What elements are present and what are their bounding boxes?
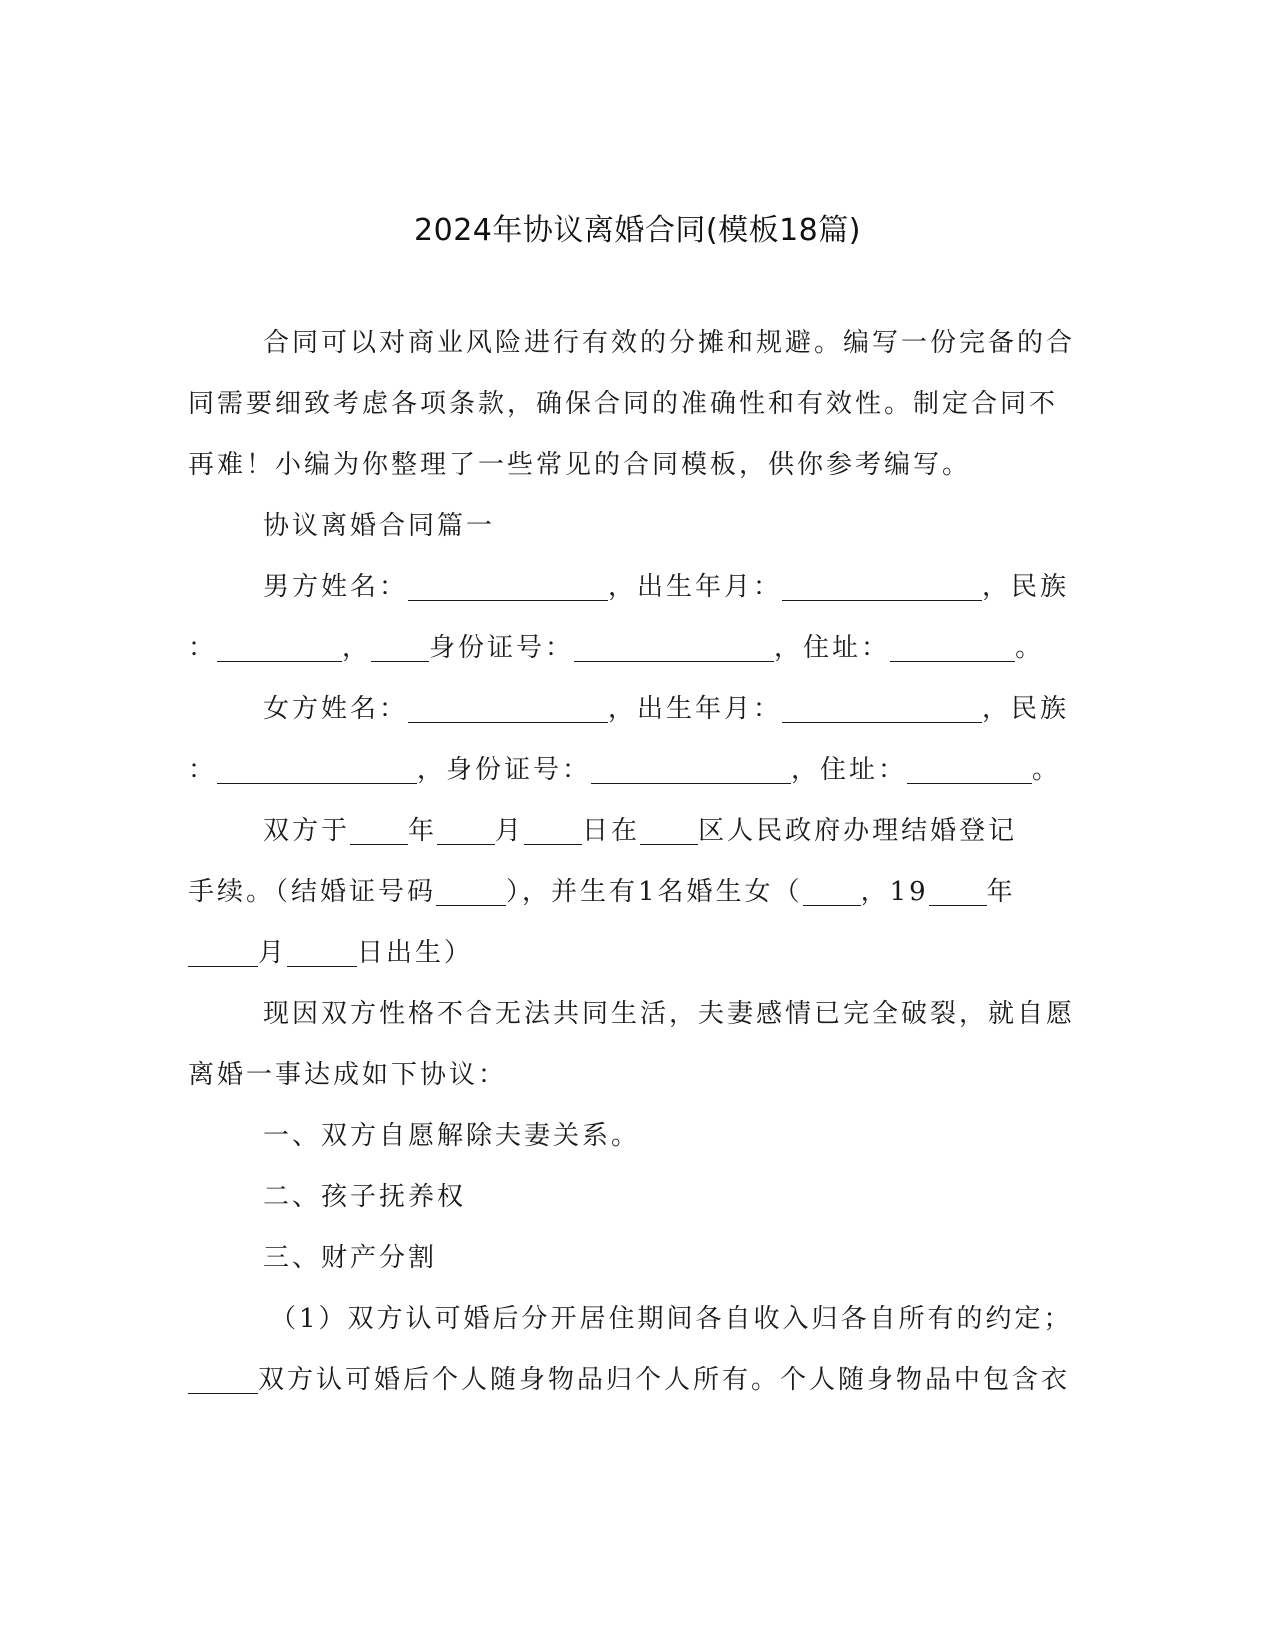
- marriage-cert-label: 手续。（结婚证号码: [188, 877, 437, 907]
- marriage-cert-blank: [436, 881, 506, 906]
- marriage-day-blank: [524, 820, 582, 845]
- marriage-line-1: [188, 818, 1068, 879]
- clause-3-item-2: [188, 1365, 1071, 1428]
- child-month-blank: [188, 942, 258, 967]
- clause-2: 二、孩子抚养权: [263, 1182, 467, 1212]
- intro-paragraph-line-1: 合同可以对商业风险进行有效的分摊和规避。编写一份完备的合: [263, 328, 1076, 358]
- female-id-label: ，身份证号：: [417, 755, 592, 785]
- female-ethnic-blank: [217, 759, 417, 784]
- male-address-blank: [890, 637, 1015, 662]
- female-name-label: 女方姓名：: [263, 694, 409, 724]
- marriage-day-label: 日在: [582, 816, 641, 846]
- female-colon: ：: [188, 755, 218, 785]
- reason-line-2: 离婚一事达成如下协议：: [188, 1060, 508, 1090]
- document-body: [188, 328, 1076, 1428]
- female-id-blank: [591, 759, 791, 784]
- female-address-label: ，住址：: [791, 755, 908, 785]
- female-info-line-2: [188, 757, 1068, 818]
- female-address-blank: [907, 759, 1032, 784]
- item-2-text: 双方认可婚后个人随身物品归个人所有。个人随身物品中包含衣: [258, 1365, 1071, 1395]
- marriage-district-label: 区人民政府办理结婚登记: [698, 816, 1018, 846]
- marriage-line-2: [188, 879, 1068, 940]
- reason-line-1: 现因双方性格不合无法共同生活，夫妻感情已完全破裂，就自愿: [263, 999, 1076, 1029]
- male-ethnic-label: ，民族: [982, 572, 1070, 602]
- male-address-label: ，住址：: [774, 633, 891, 663]
- child-month-label: 月: [258, 938, 288, 968]
- male-extra-blank: [371, 637, 429, 662]
- male-info-line-2: [188, 635, 1068, 696]
- clause-1: 一、双方自愿解除夫妻关系。: [263, 1121, 641, 1151]
- marriage-district-blank: [640, 820, 698, 845]
- male-id-blank: [574, 637, 774, 662]
- male-birth-label: ，出生年月：: [608, 572, 783, 602]
- female-info-line-1: [188, 696, 1068, 757]
- male-ethnic-blank: [217, 637, 342, 662]
- child-year-label: 年: [986, 877, 1016, 907]
- marriage-month-blank: [437, 820, 495, 845]
- marriage-prefix: 双方于: [263, 816, 351, 846]
- male-birth-blank: [782, 576, 982, 601]
- intro-paragraph-line-2: 同需要细致考虑各项条款，确保合同的准确性和有效性。制定合同不: [188, 389, 1059, 419]
- male-id-label: 身份证号：: [429, 633, 575, 663]
- male-info-line-1: [188, 574, 1068, 635]
- marriage-year-blank: [350, 820, 408, 845]
- clause-3-item-1: （1）双方认可婚后分开居住期间各自收入归各自所有的约定；: [270, 1304, 1073, 1334]
- male-colon: ：: [188, 633, 218, 663]
- female-name-blank: [408, 698, 608, 723]
- child-day-blank: [287, 942, 357, 967]
- child-year-blank: [929, 881, 987, 906]
- male-name-label: 男方姓名：: [263, 572, 409, 602]
- child-year-prefix: ，19: [860, 877, 929, 907]
- female-birth-label: ，出生年月：: [608, 694, 783, 724]
- marriage-line-3: [188, 940, 1068, 1001]
- male-comma: ，: [342, 633, 372, 663]
- marriage-month-label: 月: [495, 816, 525, 846]
- female-birth-blank: [782, 698, 982, 723]
- female-ethnic-label: ，民族: [982, 694, 1070, 724]
- female-period: 。: [1032, 755, 1062, 785]
- marriage-year-label: 年: [408, 816, 438, 846]
- intro-paragraph-line-3: 再难！小编为你整理了一些常见的合同模板，供你参考编写。: [188, 450, 972, 480]
- section-title: 协议离婚合同篇一: [263, 511, 496, 541]
- male-name-blank: [408, 576, 608, 601]
- clause-3: 三、财产分割: [263, 1243, 438, 1273]
- male-period: 。: [1015, 633, 1045, 663]
- item-2-blank: [188, 1369, 258, 1394]
- document-title: 2024年协议离婚合同(模板18篇): [414, 213, 861, 248]
- child-name-blank: [803, 881, 861, 906]
- child-label: ），并生有1名婚生女（: [506, 877, 803, 907]
- child-day-label: 日出生）: [357, 938, 474, 968]
